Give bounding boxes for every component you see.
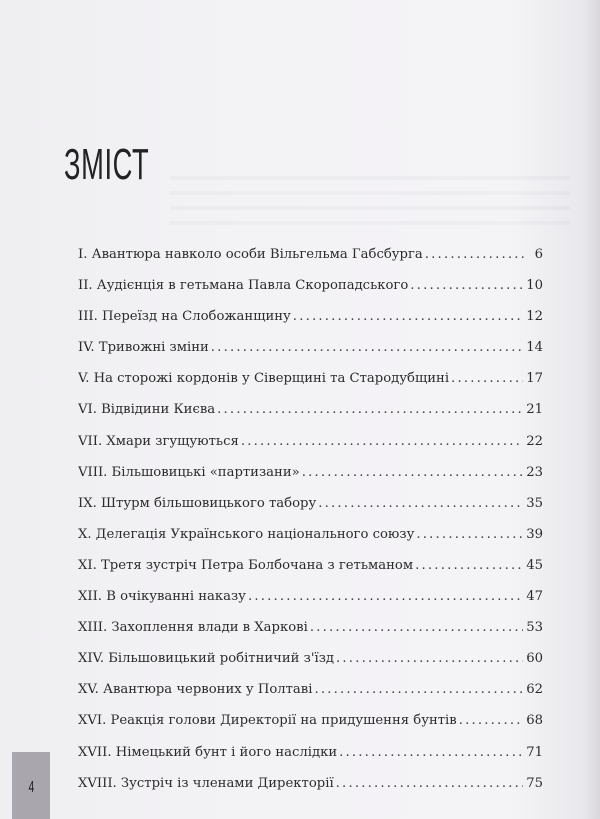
toc-entry-title: XII. В очікуванні наказу bbox=[78, 589, 246, 605]
toc-entry-page: 12 bbox=[526, 309, 543, 325]
dot-leader bbox=[241, 434, 523, 449]
toc-entry-page: 23 bbox=[526, 464, 543, 480]
reverse-side-show-through bbox=[170, 165, 570, 225]
toc-entry-page: 6 bbox=[534, 247, 543, 262]
toc-entry-page: 17 bbox=[526, 371, 543, 387]
dot-leader bbox=[211, 340, 523, 355]
toc-entry-title: VII. Хмари згущуються bbox=[78, 433, 239, 449]
toc-entry bbox=[78, 278, 543, 309]
toc-entry-title: XIII. Захоплення влади в Харкові bbox=[78, 620, 308, 636]
toc-entry-page: 60 bbox=[526, 651, 543, 667]
dot-leader bbox=[310, 620, 523, 635]
toc-entry bbox=[78, 247, 543, 278]
toc-entry-title: XVI. Реакція голови Директорії на придушення бунтів bbox=[78, 713, 457, 729]
toc-entry bbox=[78, 465, 543, 496]
toc-entry bbox=[78, 589, 543, 620]
toc-entry-page: 45 bbox=[526, 557, 543, 573]
dot-leader bbox=[302, 465, 524, 480]
toc-entry bbox=[78, 496, 543, 527]
dot-leader bbox=[415, 558, 523, 573]
toc-entry bbox=[78, 527, 543, 558]
toc-entry-title: XI. Третя зустріч Петра Болбочана з гетьманом bbox=[78, 557, 414, 573]
dot-leader bbox=[416, 527, 523, 542]
toc-entry-title: II. Аудієнція в гетьмана Павла Скоропадського bbox=[78, 278, 409, 294]
toc-entry-page: 53 bbox=[526, 620, 543, 636]
toc-entry-page: 75 bbox=[526, 775, 543, 791]
page-title: ЗМІСТ bbox=[64, 140, 150, 189]
toc-entry-title: XVIII. Зустріч із членами Директорії bbox=[78, 775, 334, 791]
toc-entry-page: 47 bbox=[526, 589, 543, 605]
toc-entry-page: 62 bbox=[526, 682, 543, 698]
toc-entry bbox=[78, 371, 543, 402]
toc-entry bbox=[78, 682, 543, 713]
table-of-contents bbox=[78, 247, 543, 807]
toc-entry bbox=[78, 309, 543, 340]
toc-entry-page: 39 bbox=[526, 526, 543, 542]
toc-entry-title: VIII. Більшовицькі «партизани» bbox=[78, 464, 300, 480]
page-number: 4 bbox=[28, 779, 34, 796]
toc-entry-page: 71 bbox=[526, 744, 543, 760]
toc-entry bbox=[78, 651, 543, 682]
toc-entry-title: X. Делегація Українського національного союзу bbox=[78, 526, 415, 542]
toc-entry-title: IV. Тривожні зміни bbox=[78, 340, 209, 356]
dot-leader bbox=[293, 309, 523, 324]
dot-leader bbox=[217, 402, 523, 417]
toc-entry bbox=[78, 402, 543, 433]
toc-entry bbox=[78, 434, 543, 465]
dot-leader bbox=[318, 496, 523, 511]
toc-entry-page: 68 bbox=[526, 713, 543, 729]
dot-leader bbox=[339, 745, 523, 760]
toc-entry bbox=[78, 340, 543, 371]
toc-entry bbox=[78, 620, 543, 651]
toc-entry-title: V. На сторожі кордонів у Сіверщині та Стародубщині bbox=[78, 371, 450, 387]
toc-entry bbox=[78, 745, 543, 776]
toc-entry-title: III. Переїзд на Слобожанщину bbox=[78, 309, 291, 325]
dot-leader bbox=[451, 371, 523, 386]
toc-entry-page: 14 bbox=[526, 340, 543, 356]
toc-entry-title: VI. Відвідини Києва bbox=[78, 402, 216, 418]
dot-leader bbox=[425, 247, 526, 262]
toc-entry-page: 35 bbox=[526, 495, 543, 511]
toc-entry bbox=[78, 776, 543, 807]
dot-leader bbox=[336, 776, 524, 791]
toc-entry bbox=[78, 713, 543, 744]
dot-leader bbox=[336, 651, 523, 666]
dot-leader bbox=[314, 682, 523, 697]
toc-entry-title: XIV. Більшовицький робітничий з'їзд bbox=[78, 651, 335, 667]
toc-entry-page: 22 bbox=[526, 433, 543, 449]
toc-entry-title: IX. Штурм більшовицького табору bbox=[78, 495, 317, 511]
toc-entry bbox=[78, 558, 543, 589]
toc-entry-title: XVII. Німецький бунт і його наслідки bbox=[78, 744, 338, 760]
toc-entry-page: 21 bbox=[526, 402, 543, 418]
dot-leader bbox=[248, 589, 523, 604]
toc-entry-title: I. Авантюра навколо особи Вільгельма Габсбурга bbox=[78, 247, 423, 262]
toc-entry-page: 10 bbox=[526, 278, 543, 294]
page-number-tab bbox=[12, 752, 50, 819]
dot-leader bbox=[410, 278, 523, 293]
toc-entry-title: XV. Авантюра червоних у Полтаві bbox=[78, 682, 313, 698]
dot-leader bbox=[459, 713, 524, 728]
